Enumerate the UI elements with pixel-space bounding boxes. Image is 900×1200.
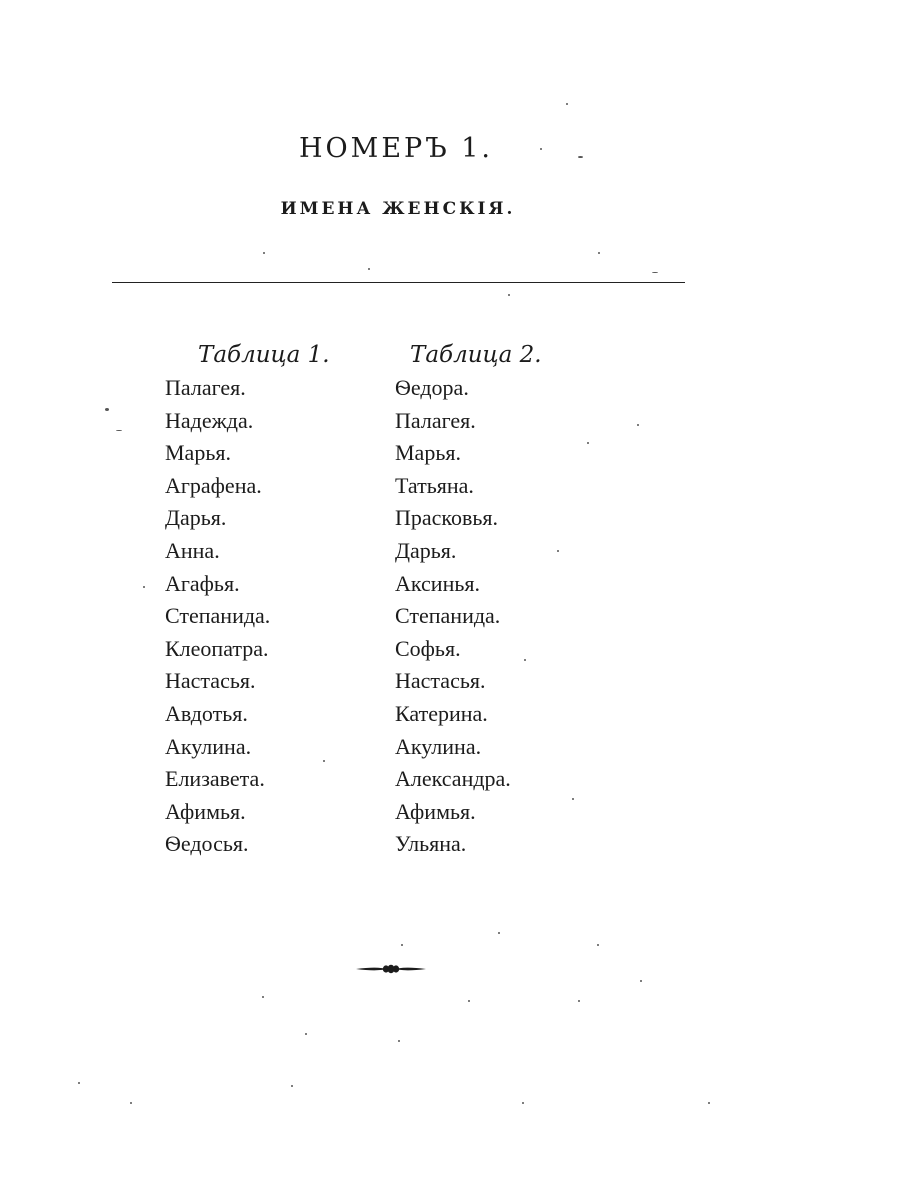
list-item: Елизавета. [165,766,265,792]
list-item: Марья. [165,440,231,466]
list-item: Александра. [395,766,511,792]
list-item: Агафья. [165,570,240,596]
list-item: Палагея. [395,407,476,433]
name-list [395,372,542,861]
section-heading: НОМЕРЪ 1. [299,133,493,164]
section-subheading: ИМЕНА ЖЕНСКІЯ. [280,199,516,219]
horizontal-rule [112,282,685,283]
list-item: Афимья. [395,798,476,824]
ornament-divider [355,962,427,976]
list-item: Ѳедора. [395,375,469,400]
list-item: Дарья. [395,537,457,563]
list-item: Настасья. [395,668,486,694]
name-list [165,372,330,861]
list-item: Степанида. [165,603,271,629]
list-item: Акулина. [165,733,252,759]
list-item: Палагея. [165,375,246,400]
list-item: Дарья. [165,505,227,531]
table-column-2 [395,338,542,861]
table-column-1 [165,338,330,861]
list-item: Катерина. [395,700,488,726]
list-item: Софья. [395,635,461,661]
list-item: Авдотья. [165,700,248,726]
table-title: Таблица 2. [410,342,542,368]
list-item: Афимья. [165,798,246,824]
list-item: Анна. [165,537,220,563]
list-item: Марья. [395,440,461,466]
list-item: Надежда. [165,407,254,433]
list-item: Аксинья. [395,570,480,596]
list-item: Прасковья. [395,505,499,531]
list-item: Клеопатра. [165,635,269,661]
table-title: Таблица 1. [198,342,330,368]
list-item: Аграфена. [165,472,262,498]
list-item: Степанида. [395,603,501,629]
list-item: Ульяна. [395,831,467,857]
list-item: Настасья. [165,668,256,694]
list-item: Акулина. [395,733,482,759]
list-item: Татьяна. [395,472,474,498]
list-item: Ѳедосья. [165,831,249,857]
